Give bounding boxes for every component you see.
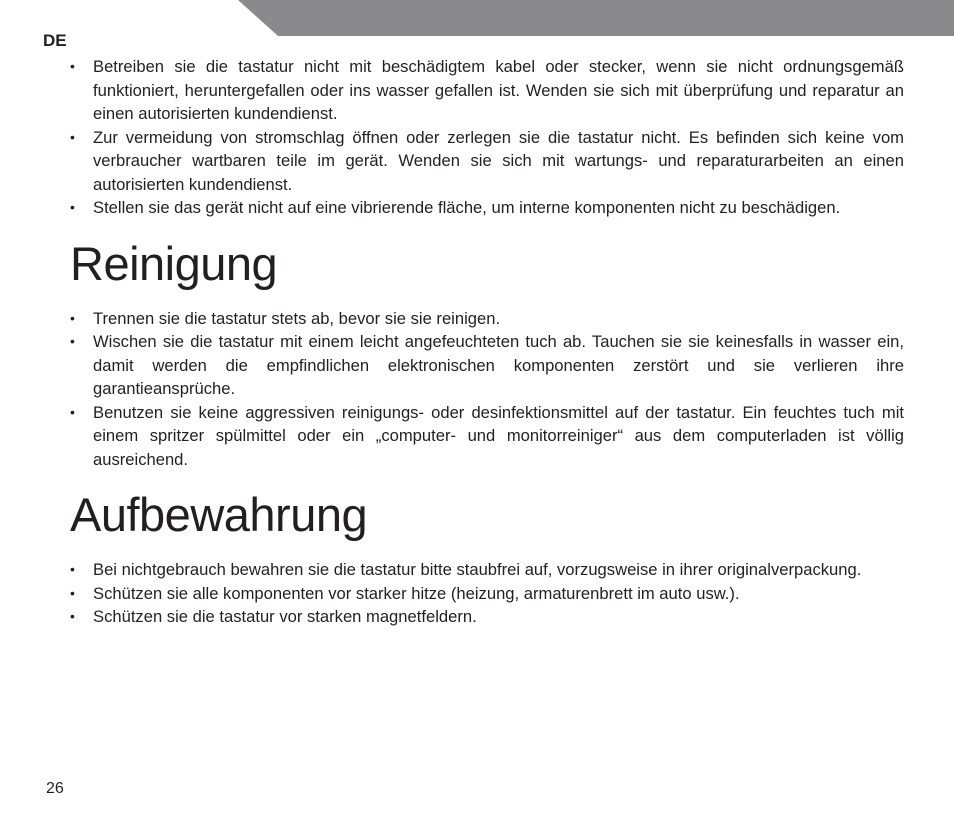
list-item: • Benutzen sie keine aggressiven reinigungs- oder desinfektionsmittel auf der tastatur. Ein feuchtes tuch mit einem spritzer spülmittel oder ein „computer- und monitorreiniger“ aus dem computerladen ist völlig ausreichend. <box>70 401 904 472</box>
intro-list <box>70 55 904 220</box>
header-band <box>238 0 954 36</box>
page-number: 26 <box>46 780 64 797</box>
list-item: • Schützen sie alle komponenten vor starker hitze (heizung, armaturenbrett im auto usw.). <box>70 582 904 606</box>
list-item: • Bei nichtgebrauch bewahren sie die tastatur bitte staubfrei auf, vorzugsweise in ihrer originalverpackung. <box>70 558 904 582</box>
list-item: • Trennen sie die tastatur stets ab, bevor sie sie reinigen. <box>70 307 904 331</box>
section-title-aufbewahrung: Aufbewahrung <box>70 488 368 541</box>
list-item: • Zur vermeidung von stromschlag öffnen oder zerlegen sie die tastatur nicht. Es befinden sich keine vom verbraucher wartbaren teile im gerät. Wenden sie sich mit wartungs- und reparaturarbeiten an einen autorisierten kundendienst. <box>70 126 904 197</box>
list-item: • Betreiben sie die tastatur nicht mit beschädigtem kabel oder stecker, wenn sie nicht ordnungsgemäß funktioniert, heruntergefallen oder ins wasser gefallen ist. Wenden sie sich mit überprüfung und reparatur an einen autorisierten kundendienst. <box>70 55 904 126</box>
list-item: • Wischen sie die tastatur mit einem leicht angefeuchteten tuch ab. Tauchen sie sie keinesfalls in wasser ein, damit werden die empfindlichen elektronischen komponenten zerstört und sie verlieren ihre garantieansprüche. <box>70 330 904 401</box>
reinigung-list <box>70 307 904 472</box>
list-item: • Schützen sie die tastatur vor starken magnetfeldern. <box>70 605 904 629</box>
aufbewahrung-list <box>70 558 904 629</box>
list-item: • Stellen sie das gerät nicht auf eine vibrierende fläche, um interne komponenten nicht zu beschädigen. <box>70 196 904 220</box>
section-title-reinigung: Reinigung <box>70 236 278 290</box>
page-content <box>70 55 904 629</box>
language-label: DE <box>43 31 67 50</box>
